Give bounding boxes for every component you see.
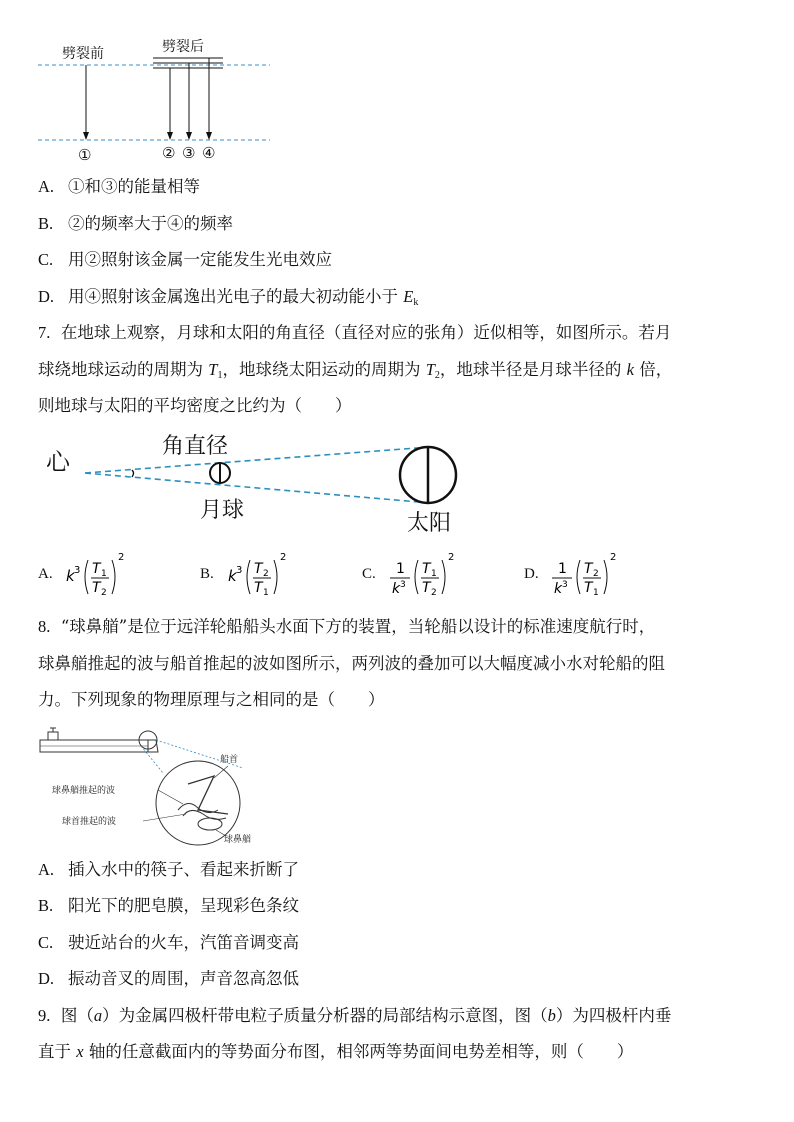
q8-option-c[interactable] — [38, 932, 299, 954]
q6-option-d[interactable] — [38, 286, 418, 314]
svg-text:1: 1 — [396, 561, 405, 577]
t1-symbol: $T_1$ — [208, 360, 223, 381]
svg-text:2: 2 — [101, 588, 107, 598]
option-text: 振动音叉的周围，声音忽高忽低 — [68, 969, 299, 988]
option-letter: D. — [524, 566, 539, 582]
transition-arrow-4 — [206, 58, 212, 140]
before-split-label: 劈裂前 — [62, 46, 104, 62]
bulb-wave-label: 球鼻艏推起的波 — [52, 786, 116, 796]
mark-2: ② — [162, 144, 176, 162]
svg-text:k: k — [554, 581, 563, 597]
transition-arrow-2 — [167, 68, 173, 140]
option-text: 阳光下的肥皂膜，呈现彩色条纹 — [68, 896, 299, 915]
q7-option-c[interactable] — [362, 548, 512, 602]
svg-text:T: T — [92, 580, 101, 596]
svg-text:3: 3 — [236, 565, 243, 576]
lower-sight-line — [85, 473, 430, 503]
q8-option-b[interactable] — [38, 895, 299, 917]
angle-label: 角直径 — [162, 434, 229, 459]
svg-text:2: 2 — [448, 552, 455, 563]
bulbous-bow-figure — [38, 718, 288, 848]
option-text: ②的频率大于④的频率 — [68, 214, 233, 233]
option-text: ①和③的能量相等 — [68, 177, 200, 196]
svg-text:3: 3 — [400, 580, 406, 590]
bow-label: 船首 — [220, 755, 239, 765]
mark-4: ④ — [202, 144, 216, 162]
k-symbol: k — [626, 360, 634, 379]
t2-symbol: $T_2$ — [425, 360, 440, 381]
option-letter: D. — [38, 287, 55, 306]
q9-line-2: 直于 x 轴的任意截面内的等势面分布图，相邻两等势面间电势差相等，则（ ） — [38, 1042, 634, 1061]
svg-text:1: 1 — [558, 561, 567, 577]
svg-text:T: T — [422, 580, 431, 596]
option-letter: D. — [38, 969, 55, 988]
svg-text:T: T — [254, 580, 263, 596]
after-split-label: 劈裂后 — [162, 39, 204, 55]
option-text: 用②照射该金属一定能发生光电效应 — [68, 250, 332, 269]
q6-option-a[interactable] — [38, 176, 200, 198]
question-number: 9. — [38, 1006, 51, 1025]
svg-text:T: T — [422, 561, 431, 577]
option-letter: A. — [38, 177, 55, 196]
svg-text:k: k — [228, 567, 237, 585]
option-text: 插入水中的筷子、看起来折断了 — [68, 860, 299, 879]
svg-text:3: 3 — [562, 580, 568, 590]
q8-option-a[interactable] — [38, 859, 299, 881]
q7-line-2: 球绕地球运动的周期为 $T_1$，地球绕太阳运动的周期为 $T_2$，地球半径是月球半径的 k 倍， — [38, 360, 673, 381]
mark-1: ① — [78, 146, 92, 164]
upper-sight-line — [85, 447, 430, 473]
svg-text:2: 2 — [593, 569, 599, 579]
option-letter: A. — [38, 860, 55, 879]
q8-line-2: 球鼻艏推起的波与船首推起的波如图所示，两列波的叠加可以大幅度减小水对轮船的阻 — [38, 654, 665, 673]
option-letter: C. — [38, 933, 54, 952]
svg-text:2: 2 — [610, 552, 617, 563]
magnified-bow — [178, 776, 228, 830]
option-letter: A. — [38, 566, 53, 582]
svg-text:3: 3 — [74, 565, 81, 576]
svg-text:k: k — [66, 567, 75, 585]
eye-icon: 心 — [46, 448, 70, 476]
svg-text:k: k — [392, 581, 401, 597]
angular-diameter-figure — [40, 425, 480, 540]
svg-text:T: T — [584, 580, 593, 596]
q9-line-1: 9. 图（a）为金属四极杆带电粒子质量分析器的局部结构示意图，图（b）为四极杆内垂 — [38, 1006, 672, 1025]
mark-3: ③ — [182, 144, 196, 162]
svg-text:1: 1 — [263, 588, 269, 598]
option-letter: B. — [38, 896, 54, 915]
sun-icon — [400, 447, 456, 503]
formula-d — [550, 548, 660, 602]
formula-c — [388, 548, 498, 602]
question-number: 8. — [38, 617, 51, 636]
question-number: 7. — [38, 323, 51, 342]
q7-option-a[interactable] — [38, 548, 188, 602]
magnified-circle — [156, 761, 240, 845]
svg-text:T: T — [92, 561, 101, 577]
bow-wave-label: 球首推起的波 — [62, 817, 117, 827]
q8-line-1: 8. “球鼻艏”是位于远洋轮船船头水面下方的装置，当轮船以设计的标准速度航行时， — [38, 617, 656, 636]
ship-icon — [40, 728, 158, 752]
svg-text:1: 1 — [431, 569, 437, 579]
q6-option-b[interactable] — [38, 213, 233, 235]
option-letter: C. — [362, 566, 376, 582]
svg-text:1: 1 — [593, 588, 599, 598]
moon-label: 月球 — [200, 498, 245, 523]
svg-text:2: 2 — [431, 588, 437, 598]
option-letter: B. — [200, 566, 214, 582]
q7-option-b[interactable] — [200, 548, 350, 602]
svg-text:2: 2 — [280, 552, 287, 563]
bulb-label: 球鼻艏 — [224, 835, 252, 845]
svg-text:2: 2 — [263, 569, 269, 579]
option-letter: B. — [38, 214, 54, 233]
svg-text:T: T — [584, 561, 593, 577]
q7-line-3: 则地球与太阳的平均密度之比约为（ ） — [38, 396, 352, 415]
energy-level-figure — [38, 30, 278, 165]
option-letter: C. — [38, 250, 54, 269]
transition-arrow-1 — [83, 65, 89, 140]
option-text: 驶近站台的火车，汽笛音调变高 — [68, 933, 299, 952]
svg-text:T: T — [254, 561, 263, 577]
angle-arc — [132, 470, 134, 477]
q7-line-1: 7. 在地球上观察，月球和太阳的角直径（直径对应的张角）近似相等，如图所示。若月 — [38, 323, 672, 342]
moon-icon — [210, 463, 230, 483]
ek-symbol: $E_k$ — [403, 287, 419, 308]
svg-text:1: 1 — [101, 569, 107, 579]
formula-b — [226, 548, 336, 602]
q8-option-d[interactable] — [38, 968, 299, 990]
q8-line-3: 力。下列现象的物理原理与之相同的是（ ） — [38, 690, 385, 709]
svg-text:2: 2 — [118, 552, 125, 563]
transition-arrow-3 — [186, 63, 192, 140]
option-text: 用④照射该金属逸出光电子的最大初动能小于 — [68, 287, 404, 306]
sun-label: 太阳 — [407, 511, 452, 536]
formula-a — [64, 548, 174, 602]
q7-option-d[interactable] — [524, 548, 674, 602]
q6-option-c[interactable] — [38, 249, 332, 271]
